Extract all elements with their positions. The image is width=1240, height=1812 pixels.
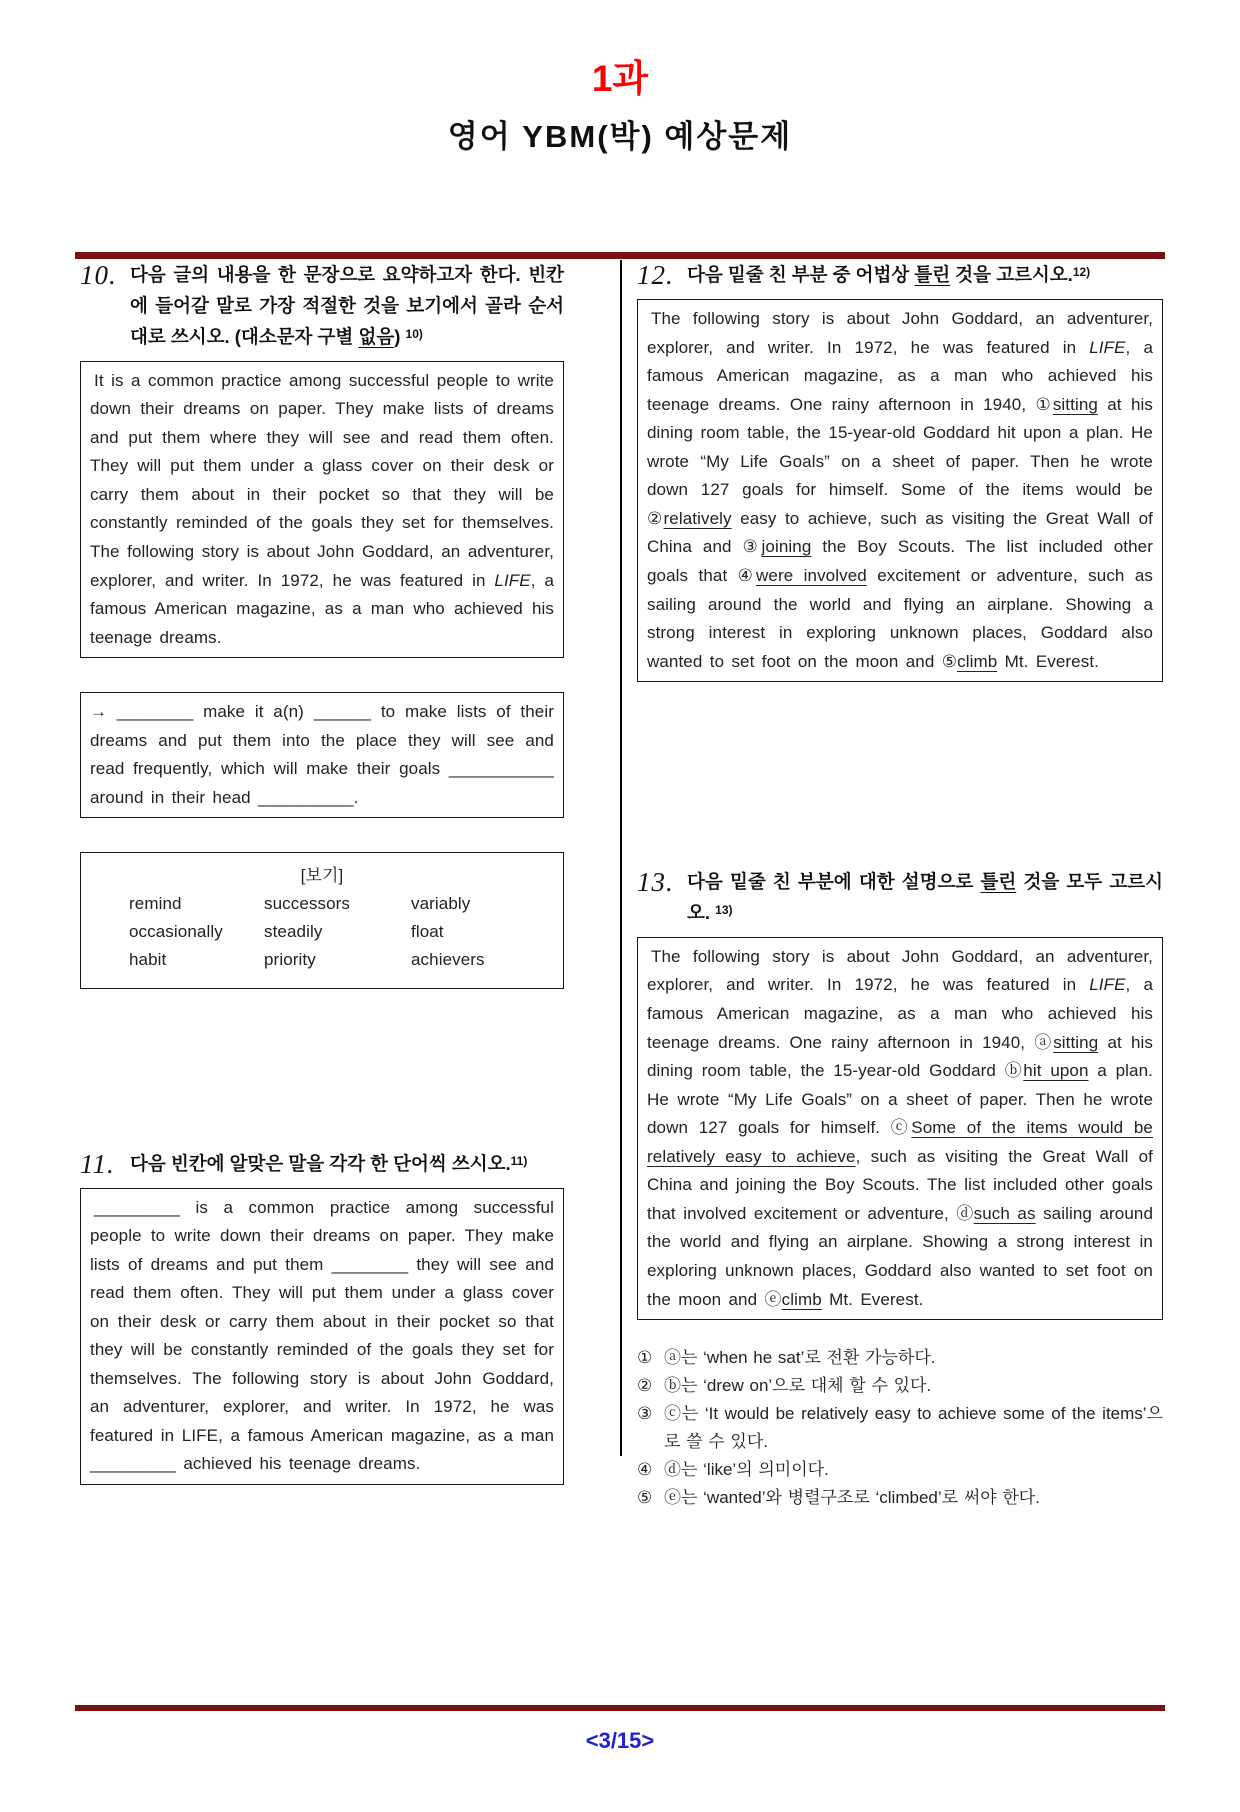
underlined-text: Some of the items would be relatively easy to achieve xyxy=(647,1118,1153,1166)
footnote-marker: 12) xyxy=(1072,265,1091,279)
text-segment: , such as visiting the Great Wall of China and joining the Boy Scouts. The list included other goals that involved excitement or adventure, ⓓ xyxy=(647,1146,1154,1223)
page-number: <3/15> xyxy=(585,1728,655,1753)
option-5 xyxy=(637,1484,1163,1511)
question-11-section xyxy=(80,1149,564,1486)
underlined-text: 틀린 xyxy=(914,264,951,285)
word-bank-word: habit xyxy=(129,950,167,970)
underlined-text: sitting xyxy=(1052,394,1098,414)
question-12-passage-box xyxy=(637,299,1163,682)
option-4 xyxy=(637,1456,1163,1483)
italic-text: LIFE xyxy=(494,570,531,590)
question-10-header xyxy=(80,260,564,353)
left-column xyxy=(80,260,564,1485)
option-4-marker: ④ xyxy=(637,1459,653,1479)
question-10-prompt xyxy=(130,260,564,353)
underlined-text: relatively xyxy=(663,508,732,528)
underlined-text: such as xyxy=(973,1203,1036,1223)
question-12-prompt xyxy=(687,260,1163,291)
option-2 xyxy=(637,1372,1163,1399)
text-segment: easy to achieve, such as visiting the Great Wall of China and ③ xyxy=(647,508,1153,557)
underlined-text: hit upon xyxy=(1023,1061,1089,1081)
text-segment: → ________ make it a(n) ______ to make lists of their dreams and put them into the place they will see and read frequently, which will make their goals ___________ around in their head __________. xyxy=(90,702,554,807)
word-bank-word: variably xyxy=(411,894,471,914)
question-13-passage-box xyxy=(637,937,1163,1320)
underlined-text: 없음 xyxy=(358,325,395,347)
question-10-number: 10. xyxy=(80,260,117,290)
question-12-header xyxy=(637,260,1163,291)
text-segment: 다음 글의 내용을 한 문장으로 요약하고자 한다. 빈칸에 들어갈 말로 가장 적절한 것을 보기에서 골라 순서대로 쓰시오. (대소문자 구별 xyxy=(130,264,564,347)
question-10-section xyxy=(80,260,564,989)
option-1-marker: ① xyxy=(637,1348,653,1368)
question-12-number: 12. xyxy=(637,260,674,290)
question-10-summary-box xyxy=(80,692,564,818)
right-column xyxy=(637,260,1163,1512)
italic-text: LIFE xyxy=(1089,975,1126,995)
text-segment: sailing around the world and flying an airplane. Showing a strong interest in exploring unknown places, Goddard also wanted to set foot on the moon and ⓔ xyxy=(647,1203,1153,1309)
word-bank-word: priority xyxy=(264,950,316,970)
footnote-marker: 10) xyxy=(405,326,423,341)
underlined-text: joining xyxy=(761,537,812,557)
option-3-marker: ③ xyxy=(637,1404,653,1424)
footer-divider-rule xyxy=(75,1705,1165,1711)
text-segment: Mt. Everest. xyxy=(821,1289,924,1309)
chapter-title: 1과 xyxy=(591,58,649,99)
italic-text: LIFE xyxy=(1089,337,1126,357)
text-segment: _________ is a common practice among successful people to write down their dreams on paper. They make lists of dreams and put them ________ they will see and read them often. They will put them under a glass cover on their desk or carry them about in their pocket so that they will be constantly reminded of the goals they set for themselves. The following story is about John Goddard, an adventurer, explorer, and writer. In 1972, he was featured in LIFE, a famous American magazine, as a man _________ achieved his teenage dreams. xyxy=(90,1197,554,1474)
question-13-prompt xyxy=(687,867,1163,929)
text-segment: ) xyxy=(394,325,406,347)
question-13-options xyxy=(637,1344,1163,1511)
text-segment: 다음 밑줄 친 부분에 대한 설명으로 xyxy=(687,871,981,893)
page-header xyxy=(0,60,1240,156)
text-segment: a plan. He wrote “My Life Goals” on a sheet of paper. Then he wrote down 127 goals for himself. ⓒ xyxy=(647,1061,1153,1138)
text-segment: 것을 고르시오. xyxy=(950,264,1073,285)
header-divider-rule xyxy=(75,252,1165,259)
text-segment: , a famous American magazine, as a man who achieved his teenage dreams. xyxy=(90,570,554,647)
option-1 xyxy=(637,1344,1163,1371)
text-segment: 것을 모두 고르시오. xyxy=(687,871,1163,924)
page-title: 영어 YBM(박) 예상문제 xyxy=(447,118,793,154)
footnote-marker: 11) xyxy=(510,1153,528,1168)
word-bank-word: achievers xyxy=(411,950,485,970)
option-4-text: ⓓ는 ‘like’의 의미이다. xyxy=(664,1459,829,1479)
question-13-header xyxy=(637,867,1163,929)
word-bank-word: steadily xyxy=(264,922,323,942)
text-segment: It is a common practice among successful people to write down their dreams on paper. They make lists of dreams and put them where they will see and read them often. They will put them under a glass cover on their desk or carry them about in their pocket so that they will be constantly reminded of the goals they set for themselves. The following story is about John Goddard, an adventurer, explorer, and writer. In 1972, he was featured in xyxy=(90,370,554,590)
question-10-passage-box xyxy=(80,361,564,658)
underlined-text: were involved xyxy=(756,565,867,585)
word-bank-word: occasionally xyxy=(129,922,223,942)
option-3 xyxy=(637,1400,1163,1454)
option-3-text: ⓒ는 ‘It would be relatively easy to achieve some of the items’으로 쓸 수 있다. xyxy=(664,1404,1163,1451)
underlined-text: 틀린 xyxy=(980,871,1017,893)
option-5-marker: ⑤ xyxy=(637,1487,653,1507)
question-11-header xyxy=(80,1149,564,1180)
question-11-passage-box xyxy=(80,1188,564,1485)
text-segment: , a famous American magazine, as a man who achieved his teenage dreams. One rainy afternoon in 1940, ① xyxy=(647,337,1154,414)
underlined-text: climb xyxy=(957,651,998,671)
underlined-text: sitting xyxy=(1053,1032,1099,1052)
option-5-text: ⓔ는 ‘wanted’와 병렬구조로 ‘climbed’로 써야 한다. xyxy=(664,1487,1040,1507)
content-columns xyxy=(80,260,1163,1512)
text-segment: Mt. Everest. xyxy=(997,651,1099,671)
text-segment: at his dining room table, the 15-year-old Goddard hit upon a plan. He wrote “My Life Goals” on a sheet of paper. Then he wrote down 127 goals for himself. Some of the items would be ② xyxy=(647,394,1153,528)
question-10-word-bank-box xyxy=(80,852,564,988)
question-11-number: 11. xyxy=(80,1148,115,1179)
text-segment: 다음 밑줄 친 부분 중 어법상 xyxy=(687,264,915,285)
question-11-prompt xyxy=(130,1149,564,1180)
question-13-number: 13. xyxy=(637,867,674,898)
worksheet-page xyxy=(0,60,1240,1812)
option-2-text: ⓑ는 ‘drew on’으로 대체 할 수 있다. xyxy=(664,1376,932,1396)
word-bank-word: float xyxy=(411,922,444,942)
text-segment: excitement or adventure, such as sailing around the world and flying an airplane. Showing a strong interest in exploring unknown places, Goddard also wanted to set foot on the moon and ⑤ xyxy=(647,565,1153,671)
option-1-text: ⓐ는 ‘when he sat’로 전환 가능하다. xyxy=(664,1348,936,1368)
word-bank-grid xyxy=(90,890,554,974)
text-segment: The following story is about John Goddard, an adventurer, explorer, and writer. In 1972, he was featured in xyxy=(647,309,1153,357)
text-segment: The following story is about John Goddard, an adventurer, explorer, and writer. In 1972, he was featured in xyxy=(647,946,1153,995)
option-2-marker: ② xyxy=(637,1376,653,1396)
word-bank-word: remind xyxy=(129,894,182,914)
text-segment: 다음 빈칸에 알맞은 말을 각각 한 단어씩 쓰시오. xyxy=(130,1152,511,1174)
word-bank-label: [보기] xyxy=(300,866,344,886)
text-segment: , a famous American magazine, as a man who achieved his teenage dreams. One rainy afternoon in 1940, ⓐ xyxy=(647,975,1154,1052)
question-13-section xyxy=(637,867,1163,1511)
footnote-marker: 13) xyxy=(715,903,733,918)
word-bank-word: successors xyxy=(264,894,351,914)
text-segment: at his dining room table, the 15-year-old Goddard ⓑ xyxy=(647,1032,1153,1081)
underlined-text: climb xyxy=(781,1289,822,1309)
question-12-section xyxy=(637,260,1163,682)
text-segment: the Boy Scouts. The list included other goals that ④ xyxy=(647,537,1153,585)
